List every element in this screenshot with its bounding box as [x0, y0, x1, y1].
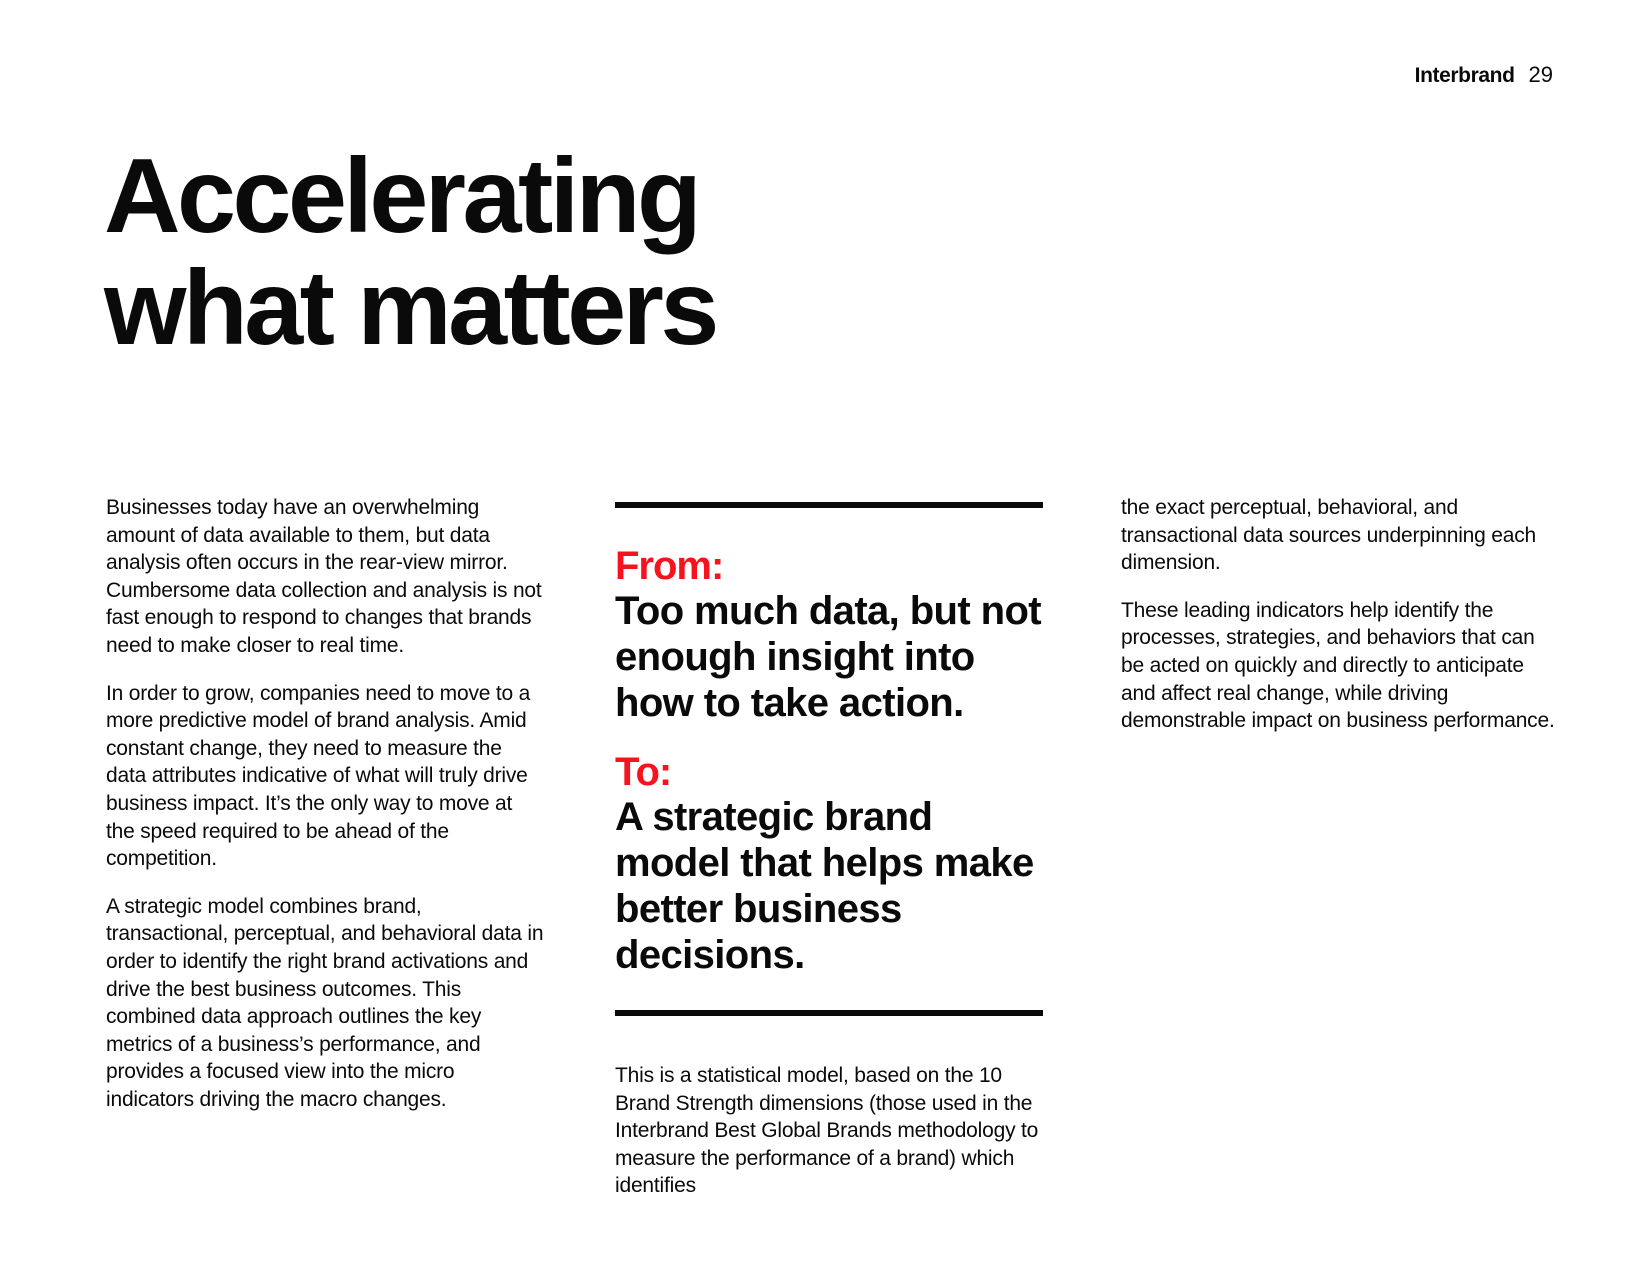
pullquote-to-label: To:: [615, 750, 672, 794]
body-column-3: [1121, 494, 1559, 755]
pullquote-from-text: Too much data, but not enough insight into how to take action.: [615, 589, 1041, 725]
body-paragraph: This is a statistical model, based on the 10 Brand Strength dimensions (those used in the Interbrand Best Global Brands methodology to measure the performance of a brand) which identifies: [615, 1064, 1039, 1198]
page-title-line-1: Accelerating: [104, 137, 699, 255]
body-paragraph: These leading indicators help identify the processes, strategies, and behaviors that can be acted on quickly and directly to anticipate and affect real change, while driving demonstrable impact on business performance.: [1121, 598, 1555, 733]
body-paragraph: the exact perceptual, behavioral, and transactional data sources underpinning each dimension.: [1121, 496, 1536, 575]
body-paragraph: A strategic model combines brand, transactional, perceptual, and behavioral data in order to identify the right brand activations and drive the best business outcomes. This combined data approach outlines the key metrics of a business’s performance, and provides a focused view into the micro indicators driving the macro changes.: [106, 894, 544, 1111]
pullquote: [615, 508, 1045, 1010]
brand-name: Interbrand: [1414, 64, 1515, 87]
page-title-line-2: what matters: [104, 249, 716, 367]
page-header: [1415, 62, 1553, 88]
page-title: [104, 137, 716, 367]
page-number: 29: [1528, 62, 1553, 87]
pullquote-bottom-rule: [615, 1010, 1043, 1016]
pullquote-from-label: From:: [615, 544, 724, 588]
body-column-2: [615, 502, 1045, 1200]
body-paragraph: Businesses today have an overwhelming amount of data available to them, but data analysis often occurs in the rear-view mirror. Cumbersome data collection and analysis is not fast enough to respond to changes that brands need to make closer to real time.: [106, 496, 542, 657]
pullquote-to-text: A strategic brand model that helps make better business decisions.: [615, 795, 1034, 977]
body-column-1: [106, 494, 544, 1133]
body-paragraph: In order to grow, companies need to move to a more predictive model of brand analysis. Amid constant change, they need to measure the data attributes indicative of what will truly drive business impact. It’s the only way to move at the speed required to be ahead of the competition.: [106, 681, 531, 871]
